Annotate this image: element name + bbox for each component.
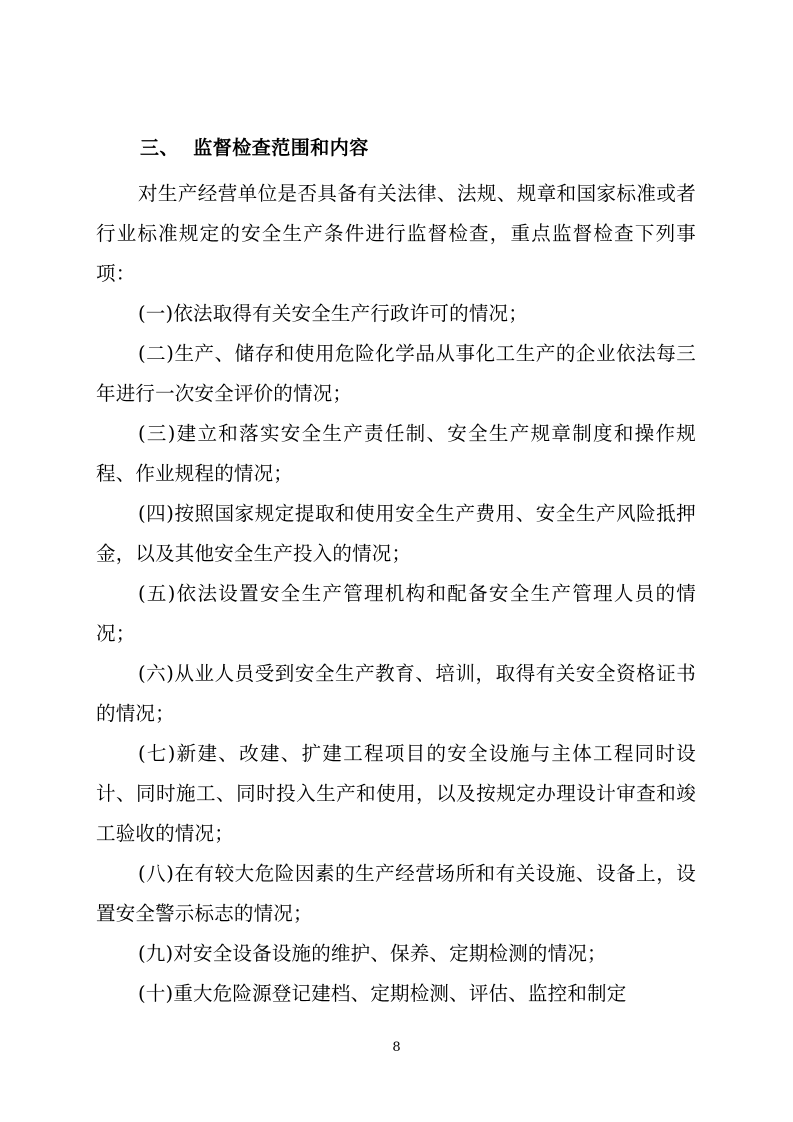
paragraph-item-7: (七)新建、改建、扩建工程项目的安全设施与主体工程同时设计、同时施工、同时投入生产和使用，以及按规定办理设计审查和竣工验收的情况；	[96, 742, 696, 845]
page-number: 8	[392, 1040, 401, 1055]
paragraph-item-4: (四)按照国家规定提取和使用安全生产费用、安全生产风险抵押金，以及其他安全生产投入的情况；	[96, 502, 696, 565]
paragraph-item-2: (二)生产、储存和使用危险化学品从事化工生产的企业依法每三年进行一次安全评价的情况；	[96, 342, 696, 405]
paragraph-item-6: (六)从业人员受到安全生产教育、培训，取得有关安全资格证书的情况；	[96, 662, 696, 725]
paragraph-item-1: (一)依法取得有关安全生产行政许可的情况；	[138, 302, 528, 325]
paragraph-intro: 对生产经营单位是否具备有关法律、法规、规章和国家标准或者行业标准规定的安全生产条件进行监督检查，重点监督检查下列事项：	[96, 182, 696, 285]
paragraph-item-8: (八)在有较大危险因素的生产经营场所和有关设施、设备上，设置安全警示标志的情况；	[96, 862, 696, 925]
paragraph-item-10: (十)重大危险源登记建档、定期检测、评估、监控和制定	[138, 982, 627, 1005]
paragraph-item-3: (三)建立和落实安全生产责任制、安全生产规章制度和操作规程、作业规程的情况；	[96, 422, 696, 485]
paragraph-item-9: (九)对安全设备设施的维护、保养、定期检测的情况；	[138, 942, 607, 965]
section-heading: 三、 监督检查范围和内容	[140, 137, 369, 159]
document-body	[96, 130, 696, 1014]
paragraph-item-5: (五)依法设置安全生产管理机构和配备安全生产管理人员的情况；	[96, 582, 696, 645]
